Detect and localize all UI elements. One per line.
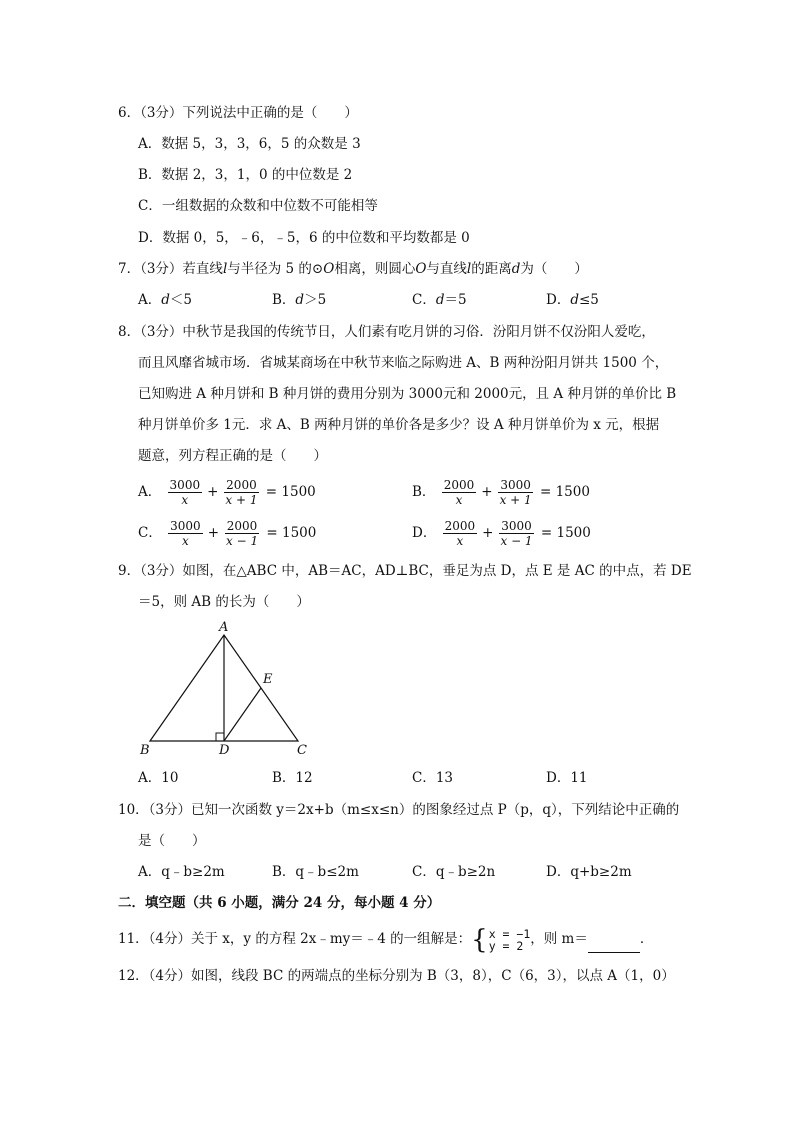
triangle-figure <box>130 615 330 760</box>
segment-de <box>224 688 261 741</box>
right-angle-mark <box>216 733 224 741</box>
q7-option-b: B．d＞5 <box>272 292 327 308</box>
q8-line-1: 8．（3分）中秋节是我国的传统节日，人们素有吃月饼的习俗．汾阳月饼不仅汾阳人爱吃， <box>118 324 655 340</box>
q7-option-c: C．d＝5 <box>412 292 467 308</box>
q9-option-c: C．13 <box>412 770 454 786</box>
q6-option-a: A．数据 5，3，3，6，5 的众数是 3 <box>138 136 361 152</box>
q10-option-b: B．q﹣b≤2m <box>272 864 359 880</box>
label-a: A <box>219 620 229 635</box>
q6-option-c: C．一组数据的众数和中位数不可能相等 <box>138 198 378 214</box>
equation-system: { x = −1 y = 2 <box>471 924 531 955</box>
q8-line-4: 种月饼单价多 1元．求 A、B 两种月饼的单价各是多少？设 A 种月饼单价为 x 元，根据 <box>138 417 660 433</box>
q9-option-a: A．10 <box>138 770 179 786</box>
q12-line-1: 12．（4分）如图，线段 BC 的两端点的坐标分别为 B（3，8），C（6，3），以点 A（1，0） <box>118 968 675 984</box>
q7-option-a: A．d＜5 <box>138 292 192 308</box>
q7-stem: 7．（3分）若直线l与半径为 5 的⊙O相离，则圆心O与直线l的距离d为（ ） <box>118 261 588 277</box>
q9-line-2: ＝5，则 AB 的长为（ ） <box>138 594 310 610</box>
q9-option-d: D．11 <box>546 770 588 786</box>
label-d: D <box>219 743 230 758</box>
q8-option-d: D． $\frac{2000}{x}$ + $\frac{3000}{x - 1}$ = 1500 <box>412 519 591 548</box>
q9-option-b: B．12 <box>272 770 313 786</box>
q9-line-1: 9．（3分）如图，在△ABC 中，AB＝AC，AD⊥BC，垂足为点 D，点 E 是 AC 的中点，若 DE <box>118 563 692 579</box>
label-c: C <box>297 743 307 758</box>
q11-stem: 11．（4分）关于 x，y 的方程 2x﹣my＝﹣4 的一组解是： { x = −1 y = 2 ，则 m＝ ． <box>118 924 654 955</box>
label-b: B <box>140 743 150 758</box>
q6-stem: 6．（3分）下列说法中正确的是（ ） <box>118 105 358 121</box>
q8-line-2: 而且风靡省城市场．省城某商场在中秋节来临之际购进 A、B 两种汾阳月饼共 1500 个， <box>138 355 669 371</box>
q10-option-c: C．q﹣b≥2n <box>412 864 496 880</box>
q6-option-d: D．数据 0，5，﹣6，﹣5，6 的中位数和平均数都是 0 <box>138 230 470 246</box>
q10-line-1: 10．（3分）已知一次函数 y＝2x+b（m≤x≤n）的图象经过点 P（p，q），下列结论中正确的 <box>118 802 680 818</box>
q7-option-d: D．d≤5 <box>546 292 599 308</box>
answer-blank <box>588 938 640 953</box>
q10-line-2: 是（ ） <box>138 833 206 849</box>
q8-option-a: A． $\frac{3000}{x}$ + $\frac{2000}{x + 1}$ = 1500 <box>138 478 316 507</box>
q8-line-5: 题意，列方程正确的是（ ） <box>138 448 327 464</box>
q8-option-c: C． $\frac{3000}{x}$ + $\frac{2000}{x - 1}$ = 1500 <box>138 519 317 548</box>
q8-line-3: 已知购进 A 种月饼和 B 种月饼的费用分别为 3000元和 2000元，且 A 种月饼的单价比 B <box>138 386 677 402</box>
q6-option-b: B．数据 2，3，1，0 的中位数是 2 <box>138 167 353 183</box>
q10-option-d: D．q+b≥2m <box>546 864 632 880</box>
label-e: E <box>263 672 273 687</box>
q10-option-a: A．q﹣b≥2m <box>138 864 225 880</box>
section-2-heading: 二．填空题（共 6 小题，满分 24 分，每小题 4 分） <box>118 895 441 911</box>
q8-option-b: B． $\frac{2000}{x}$ + $\frac{3000}{x + 1}$ = 1500 <box>412 478 590 507</box>
